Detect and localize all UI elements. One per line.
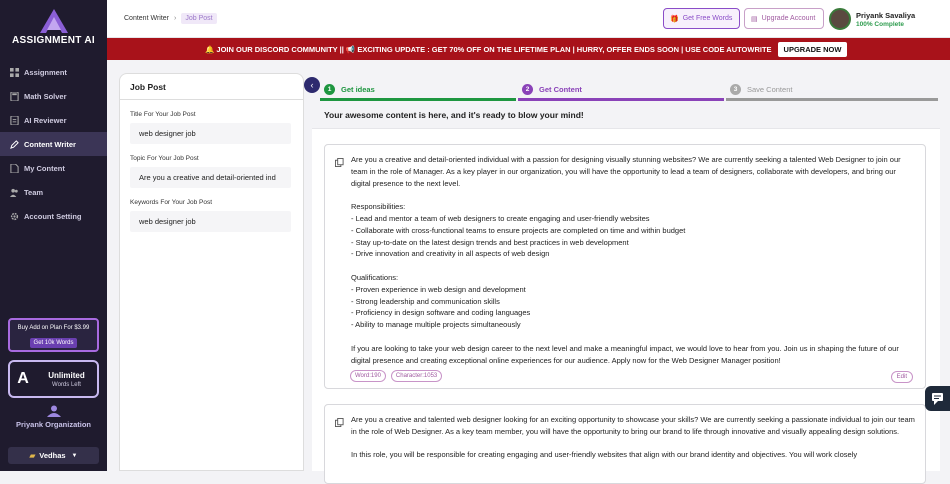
topic-field-label: Topic For Your Job Post xyxy=(130,155,199,162)
breadcrumb xyxy=(124,13,217,24)
progress-steps xyxy=(320,78,940,100)
paragraph: - Drive innovation and creativity in all aspects of web design xyxy=(351,249,550,259)
promo-text: Buy Add on Plan For $3.99 xyxy=(17,325,90,331)
step-bar-ideas xyxy=(320,98,516,101)
step-number: 3 xyxy=(730,84,741,95)
paragraph: - Stay up-to-date on the latest design trends and best practices in web development xyxy=(351,237,629,247)
get-words-button[interactable]: Get 10k Words xyxy=(30,338,78,348)
file-icon xyxy=(10,164,19,173)
organization-name: Priyank Organization xyxy=(15,420,92,429)
sidebar-item-my-content[interactable] xyxy=(0,156,107,180)
plan-title: Unlimited xyxy=(48,370,85,380)
plan-card xyxy=(8,360,99,398)
step-number: 1 xyxy=(324,84,335,95)
chevron-right-icon: › xyxy=(174,15,177,22)
breadcrumb-current: Job Post xyxy=(181,13,216,24)
banner-text: 🔔 JOIN OUR DISCORD COMMUNITY || 📢 EXCITING UPDATE : GET 70% OFF ON THE LIFETIME PLAN | HURRY, OFFER ENDS SOON | USE CODE AUTOWRITE xyxy=(205,44,772,54)
sidebar-item-label: Account Setting xyxy=(24,211,82,221)
gift-icon: 🎁 xyxy=(670,15,679,23)
paragraph: Are you a creative and detail-oriented individual with a passion for designing visually stunning websites? We are currently seeking a talented Web Designer to join our team in the role of Manager. As a key player in our organization, you will have the opportunity to lead a team of designers, collaborate with developers, and bring our digital presence to the next level. xyxy=(351,155,901,188)
get-free-words-button[interactable] xyxy=(663,8,740,29)
plan-subtitle: Words Left xyxy=(52,381,81,388)
sidebar-item-label: Team xyxy=(24,187,44,197)
copy-icon[interactable] xyxy=(335,418,344,427)
paragraph: In this role, you will be responsible for creating engaging and user-friendly websites that align with our brand identity and objectives. You will work closely xyxy=(351,450,858,460)
organization-icon xyxy=(46,405,62,417)
calculator-icon xyxy=(10,92,19,101)
topic-input[interactable]: Are you a creative and detail-oriented ind xyxy=(130,167,291,188)
content-heading: Your awesome content is here, and it's ready to blow your mind! xyxy=(324,110,584,120)
document-icon xyxy=(10,116,19,125)
gear-icon xyxy=(10,212,19,221)
result-text xyxy=(351,154,917,366)
workspace-select[interactable] xyxy=(8,447,99,464)
sidebar-item-label: Math Solver xyxy=(24,91,67,101)
sidebar-item-ai-reviewer[interactable] xyxy=(0,108,107,132)
paragraph: If you are looking to take your web design career to the next level and make a meaningful impact, we would love to hear from you. Join us in shaping the future of our digital presence and creating exceptional online experiences for our audience. Apply now for the Web Designer Manager position! xyxy=(351,343,899,365)
result-text xyxy=(351,414,917,461)
sidebar-item-label: Content Writer xyxy=(24,139,76,149)
result-card xyxy=(324,144,926,389)
title-input[interactable]: web designer job xyxy=(130,123,291,144)
keywords-field-label: Keywords For Your Job Post xyxy=(130,199,213,206)
top-bar xyxy=(107,0,950,38)
word-count-badge: Word:190 xyxy=(350,370,386,382)
free-words-label: Get Free Words xyxy=(682,15,733,22)
keywords-input[interactable]: web designer job xyxy=(130,211,291,232)
paragraph: - Ability to manage multiple projects simultaneously xyxy=(351,320,521,330)
step-get-ideas[interactable] xyxy=(324,78,375,100)
team-icon xyxy=(10,188,19,197)
paragraph: Responsibilities: xyxy=(351,202,406,212)
addon-promo[interactable] xyxy=(8,318,99,352)
sidebar-item-account-setting[interactable] xyxy=(0,204,107,228)
chat-icon xyxy=(925,386,950,411)
sidebar-item-content-writer[interactable] xyxy=(0,132,107,156)
logo-text: ASSIGNMENT AI xyxy=(12,35,95,46)
sidebar-item-label: AI Reviewer xyxy=(24,115,67,125)
step-bar-save xyxy=(726,98,938,101)
paragraph: - Proven experience in web design and development xyxy=(351,284,526,294)
step-bar-content xyxy=(518,98,724,101)
chevron-left-icon: ‹ xyxy=(310,80,314,90)
chevron-down-icon: ▼ xyxy=(71,452,78,459)
paragraph: Qualifications: xyxy=(351,272,399,282)
organization[interactable] xyxy=(0,405,107,429)
upgrade-icon: ▤ xyxy=(751,15,758,23)
workspace-icon: ▰ xyxy=(29,451,36,460)
character-count-badge: Character:1053 xyxy=(391,370,442,382)
workspace-name: Vedhas xyxy=(39,451,66,460)
plan-logo-icon: A xyxy=(17,370,29,387)
grid-icon xyxy=(10,68,19,77)
sidebar-item-team[interactable] xyxy=(0,180,107,204)
step-label: Get ideas xyxy=(341,84,375,94)
paragraph: - Proficiency in design software and coding languages xyxy=(351,308,531,318)
sidebar-item-label: Assignment xyxy=(24,67,67,77)
step-number: 2 xyxy=(522,84,533,95)
step-get-content[interactable] xyxy=(522,78,582,100)
avatar xyxy=(829,8,851,30)
edit-button[interactable]: Edit xyxy=(891,371,913,383)
paragraph: - Collaborate with cross-functional teams to ensure projects are completed on time and within budget xyxy=(351,225,686,235)
logo-icon xyxy=(39,8,69,34)
results-area xyxy=(312,128,940,471)
upgrade-account-button[interactable] xyxy=(744,8,824,29)
collapse-panel-button[interactable] xyxy=(304,77,320,93)
step-save-content[interactable] xyxy=(730,78,792,100)
paragraph: Are you a creative and talented web designer looking for an exciting opportunity to showcase your skills? We are currently seeking a passionate individual to join our team in the role of Web Designer. As a key team member, you will have the opportunity to bring our brand to life through innovative and visually appealing design solutions. xyxy=(351,415,915,436)
promo-banner xyxy=(107,38,950,60)
user-profile[interactable] xyxy=(829,6,950,32)
step-label: Get Content xyxy=(539,84,582,94)
result-stats xyxy=(350,370,447,382)
sidebar xyxy=(0,0,107,471)
chat-widget-button[interactable] xyxy=(925,386,950,411)
breadcrumb-item[interactable]: Content Writer xyxy=(124,15,169,22)
step-label: Save Content xyxy=(747,84,793,94)
sidebar-nav xyxy=(0,60,107,228)
app-logo[interactable] xyxy=(0,8,107,52)
upgrade-now-button[interactable]: UPGRADE NOW xyxy=(778,42,848,57)
paragraph: - Strong leadership and communication skills xyxy=(351,296,500,306)
form-title: Job Post xyxy=(120,74,303,100)
job-post-form xyxy=(119,73,304,471)
result-card xyxy=(324,404,926,484)
sidebar-item-label: My Content xyxy=(24,163,65,173)
user-name: Priyank Savaliya xyxy=(856,10,916,20)
copy-icon[interactable] xyxy=(335,158,344,167)
upgrade-label: Upgrade Account xyxy=(761,15,816,22)
pen-icon xyxy=(10,140,19,149)
sidebar-item-math-solver[interactable] xyxy=(0,84,107,108)
profile-completion: 100% Complete xyxy=(856,20,905,28)
paragraph: - Lead and mentor a team of web designers to create engaging and user-friendly websites xyxy=(351,213,650,223)
title-field-label: Title For Your Job Post xyxy=(130,111,196,118)
sidebar-item-assignment[interactable] xyxy=(0,60,107,84)
